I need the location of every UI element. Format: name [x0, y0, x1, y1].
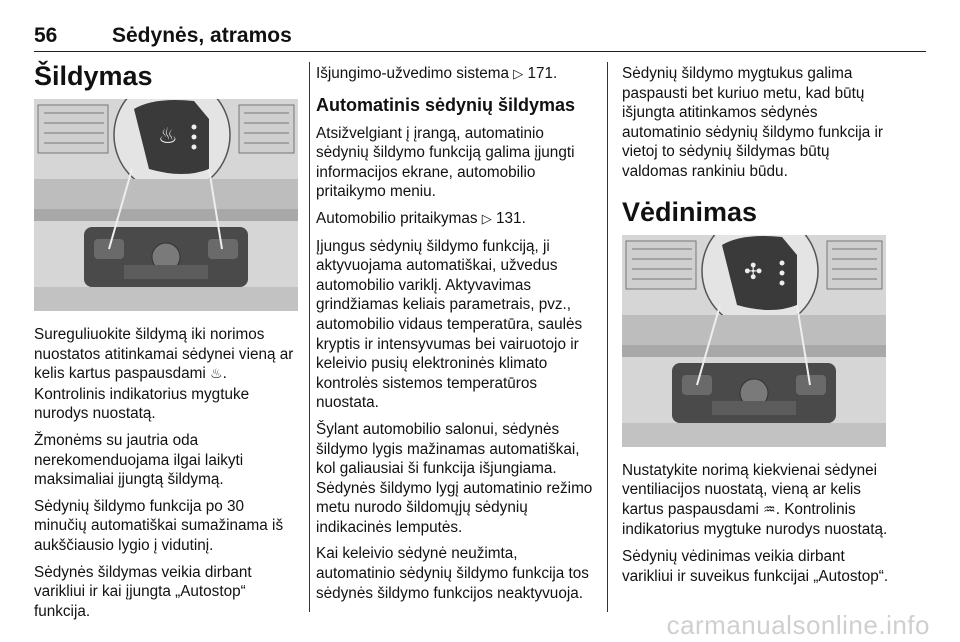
page-reference-arrow-icon: ▷ [513, 67, 524, 82]
page-number: 56 [34, 24, 58, 47]
paragraph: Sėdynių šildymo mygtukus galima paspausti bet kuriuo metu, kad būtų išjungta atitinkamos sėdynės automatinio sėdynių šildymo funkcija ir vietoj to sėdynių šildymas būtų valdomas rankiniu būdu. [622, 65, 884, 180]
text-span: Nustatykite norimą kiekvienai sėdynei ventiliacijos nuostatą, vieną ar kelis kartus paspausdami [622, 461, 878, 518]
paragraph [316, 64, 596, 85]
paragraph [622, 461, 892, 540]
text-span: Automobilio pritaikymas [316, 209, 482, 227]
seat-ventilation-icon: ♒ [763, 501, 776, 518]
paragraph: Kai keleivio sėdynė neužimta, automatinio sėdynių šildymo funkcija tos sėdynės šildymo funkcijos neaktyvuoja. [316, 545, 589, 602]
running-title: Sėdynės, atramos [112, 24, 292, 47]
page-reference-arrow-icon: ▷ [481, 211, 492, 227]
seat-ventilation-button-illustration [622, 235, 886, 447]
text-span: . Kontrolinis indikatorius mygtuke nurodys nuostatą. [34, 365, 250, 423]
paragraph: Sėdynės šildymas veikia dirbant varikliui ir kai įjungta „Autostop“ funkcija. [34, 563, 252, 620]
paragraph: Atsižvelgiant į įrangą, automatinio sėdynių šildymo funkciją galima įjungti informacijos ekrane, automobilio pritaikymo meniu. [316, 124, 575, 201]
column-divider [607, 62, 608, 612]
subheading-auto-seat-heating: Automatinis sėdynių šildymas [316, 94, 576, 115]
paragraph [316, 209, 596, 230]
page-reference: 131 [496, 209, 522, 227]
column-2 [316, 60, 596, 610]
page-reference: 171 [527, 65, 554, 82]
text-span: . [521, 209, 526, 227]
paragraph: Sėdynių šildymo funkcija po 30 minučių automatiškai sumažinama iš aukščiausio lygio į vidutinį. [34, 497, 284, 554]
paragraph: Įjungus sėdynių šildymo funkciją, ji aktyvuojama automatiškai, užvedus automobilio variklį. Aktyvavimas grindžiamas keliais parametrais, pvz., automobilio vidaus temperatūra, saulės kryptis ir intensyvumas bei vairuotojo ir keleivio pusių elektroninės klimato kontrolės sistemos temperatūros nuostata. [316, 237, 583, 412]
heated-seat-button-illustration [34, 99, 298, 311]
column-divider [309, 62, 310, 612]
text-span: Išjungimo-užvedimo sistema [316, 65, 514, 82]
paragraph: Žmonėms su jautria oda nerekomenduojama ilgai laikyti maksimaliai įjungtą šildymą. [34, 431, 244, 489]
watermark: carmanualsonline.info [666, 610, 930, 640]
column-3 [622, 60, 892, 593]
paragraph [34, 325, 300, 424]
paragraph: Šylant automobilio salonui, sėdynės šildymo lygis mažinamas automatiškai, kol galiausiai ši funkcija išjungiama. Sėdynės šildymo lygį automatinio režimo metu nurodo šildomųjų sėdynių indikacinės lemputės. [316, 420, 593, 536]
section-heading-heating: Šildymas [34, 61, 153, 91]
svg-text:✣: ✣ [744, 259, 763, 285]
text-span: . Kontrolinis indikatorius mygtuke nurodys nuostatą. [622, 500, 888, 539]
svg-text:♨: ♨ [158, 124, 178, 149]
paragraph: Sėdynių vėdinimas veikia dirbant varikliui ir suveikus funkcijai „Autostop“. [622, 547, 889, 585]
text-span: . [553, 65, 558, 82]
section-heading-ventilation: Vėdinimas [622, 196, 758, 227]
column-1 [34, 60, 300, 628]
text-span: Sureguliuokite šildymą iki norimos nuostatos atitinkamai sėdynei vieną ar kelis kartus paspausdami [34, 326, 294, 383]
page-header [34, 22, 926, 52]
seat-heating-icon: ♨ [210, 366, 223, 383]
